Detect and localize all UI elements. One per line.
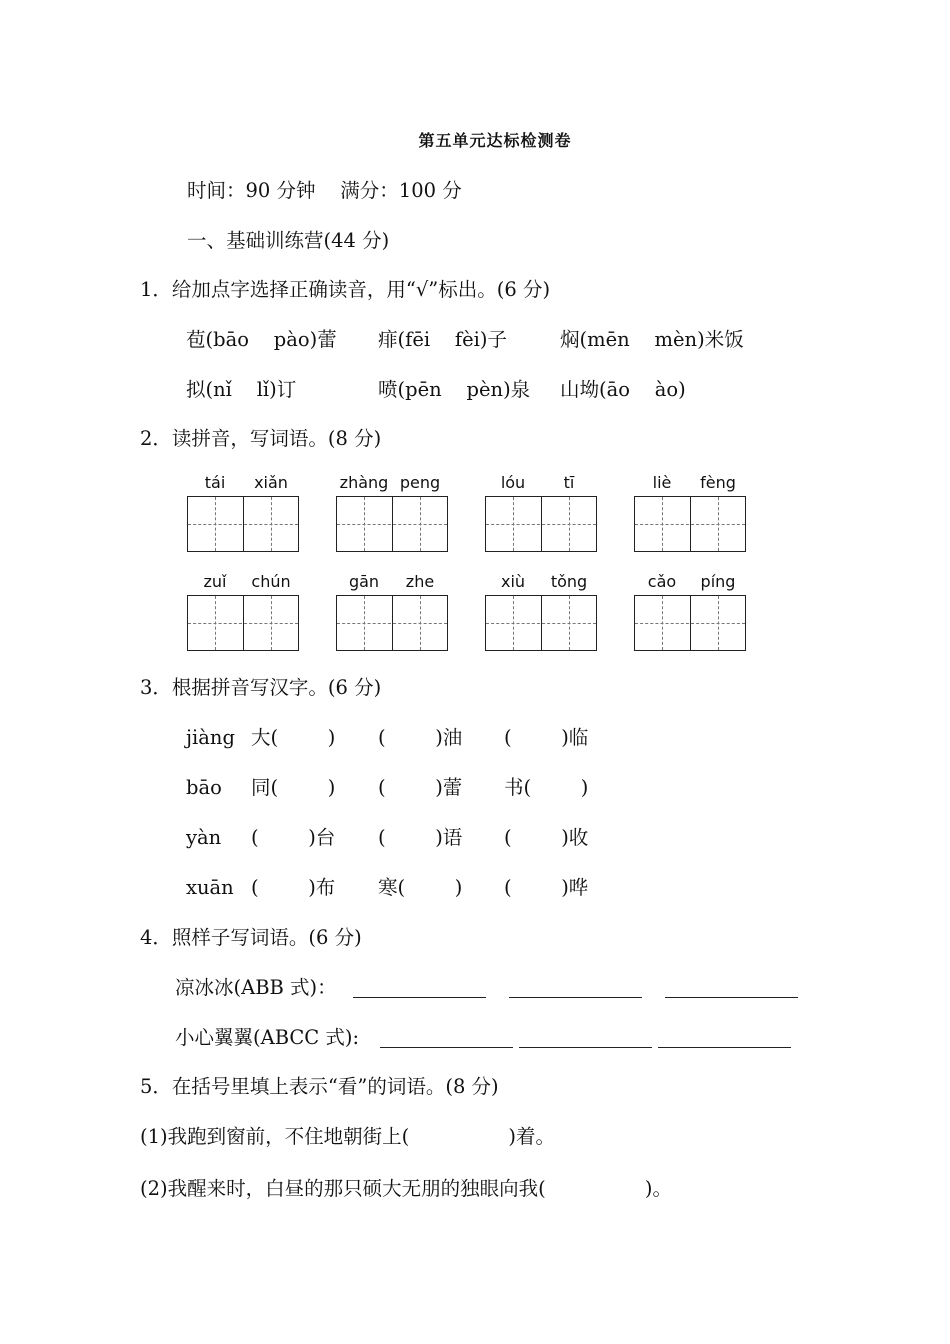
- q3-blank-word: ( )临: [504, 726, 589, 749]
- pinyin-label: tái: [204, 473, 226, 492]
- q4-prompt-abb: 凉冰冰(ABB 式)：: [175, 976, 337, 999]
- pinyin-label: píng: [700, 572, 736, 591]
- q5-sentence: (1)我跑到窗前，不住地朝街上( )着。: [140, 1125, 556, 1148]
- q3-blank-word: 大( ): [251, 726, 336, 749]
- answer-blank[interactable]: [665, 997, 798, 998]
- q3-blank-word: ( )油: [378, 726, 463, 749]
- writing-grid[interactable]: [634, 496, 746, 552]
- q1-item: 焖(mēn mèn)米饭: [560, 328, 744, 351]
- question-1-stem: 1．给加点字选择正确读音，用“√”标出。(6 分): [140, 278, 551, 301]
- pinyin-label: zhàng: [339, 473, 389, 492]
- q3-pinyin: yàn: [186, 826, 222, 849]
- question-5-stem: 5．在括号里填上表示“看”的词语。(8 分): [140, 1075, 499, 1098]
- q3-blank-word: 书( ): [504, 776, 589, 799]
- q1-item: 苞(bāo pào)蕾: [186, 328, 337, 351]
- pinyin-label: tǒng: [550, 572, 588, 591]
- question-4-stem: 4．照样子写词语。(6 分): [140, 926, 362, 949]
- pinyin-label: zuǐ: [203, 572, 227, 591]
- q1-item: 拟(nǐ lǐ)订: [186, 378, 297, 401]
- page-title: 第五单元达标检测卷: [418, 131, 572, 150]
- q1-item: 山坳(āo ào): [560, 378, 686, 401]
- q3-pinyin: jiàng: [186, 726, 235, 749]
- answer-blank[interactable]: [658, 1047, 791, 1048]
- pinyin-label: peng: [399, 473, 441, 492]
- answer-blank[interactable]: [519, 1047, 652, 1048]
- writing-grid[interactable]: [336, 595, 448, 651]
- answer-blank[interactable]: [380, 1047, 513, 1048]
- question-2-stem: 2．读拼音，写词语。(8 分): [140, 427, 382, 450]
- pinyin-label: xiǎn: [254, 473, 288, 492]
- q3-blank-word: 同( ): [251, 776, 336, 799]
- writing-grid[interactable]: [187, 595, 299, 651]
- q3-blank-word: ( )蕾: [378, 776, 463, 799]
- question-3-stem: 3．根据拼音写汉字。(6 分): [140, 676, 382, 699]
- q3-blank-word: ( )收: [504, 826, 589, 849]
- q3-pinyin: bāo: [186, 776, 222, 799]
- pinyin-label: tī: [563, 473, 575, 492]
- pinyin-label: liè: [652, 473, 672, 492]
- q3-blank-word: ( )布: [251, 876, 336, 899]
- answer-blank[interactable]: [353, 997, 486, 998]
- pinyin-label: zhe: [405, 572, 435, 591]
- pinyin-label: xiù: [500, 572, 526, 591]
- exam-meta: 时间：90 分钟 满分：100 分: [187, 179, 462, 202]
- section-heading: 一、基础训练营(44 分): [187, 229, 390, 252]
- pinyin-label: chún: [251, 572, 291, 591]
- pinyin-label: lóu: [500, 473, 526, 492]
- pinyin-label: cǎo: [647, 572, 677, 591]
- q5-sentence: (2)我醒来时，白昼的那只硕大无朋的独眼向我( )。: [140, 1177, 673, 1200]
- q3-blank-word: ( )哗: [504, 876, 589, 899]
- q3-blank-word: ( )语: [378, 826, 463, 849]
- writing-grid[interactable]: [336, 496, 448, 552]
- writing-grid[interactable]: [485, 595, 597, 651]
- q1-item: 喷(pēn pèn)泉: [378, 378, 531, 401]
- answer-blank[interactable]: [509, 997, 642, 998]
- q3-blank-word: 寒( ): [378, 876, 463, 899]
- q1-item: 痱(fēi fèi)子: [378, 328, 507, 351]
- writing-grid[interactable]: [187, 496, 299, 552]
- pinyin-label: gān: [348, 572, 380, 591]
- q4-prompt-abcc: 小心翼翼(ABCC 式):: [175, 1026, 360, 1049]
- q3-blank-word: ( )台: [251, 826, 336, 849]
- pinyin-label: fèng: [700, 473, 736, 492]
- writing-grid[interactable]: [634, 595, 746, 651]
- writing-grid[interactable]: [485, 496, 597, 552]
- q3-pinyin: xuān: [186, 876, 234, 899]
